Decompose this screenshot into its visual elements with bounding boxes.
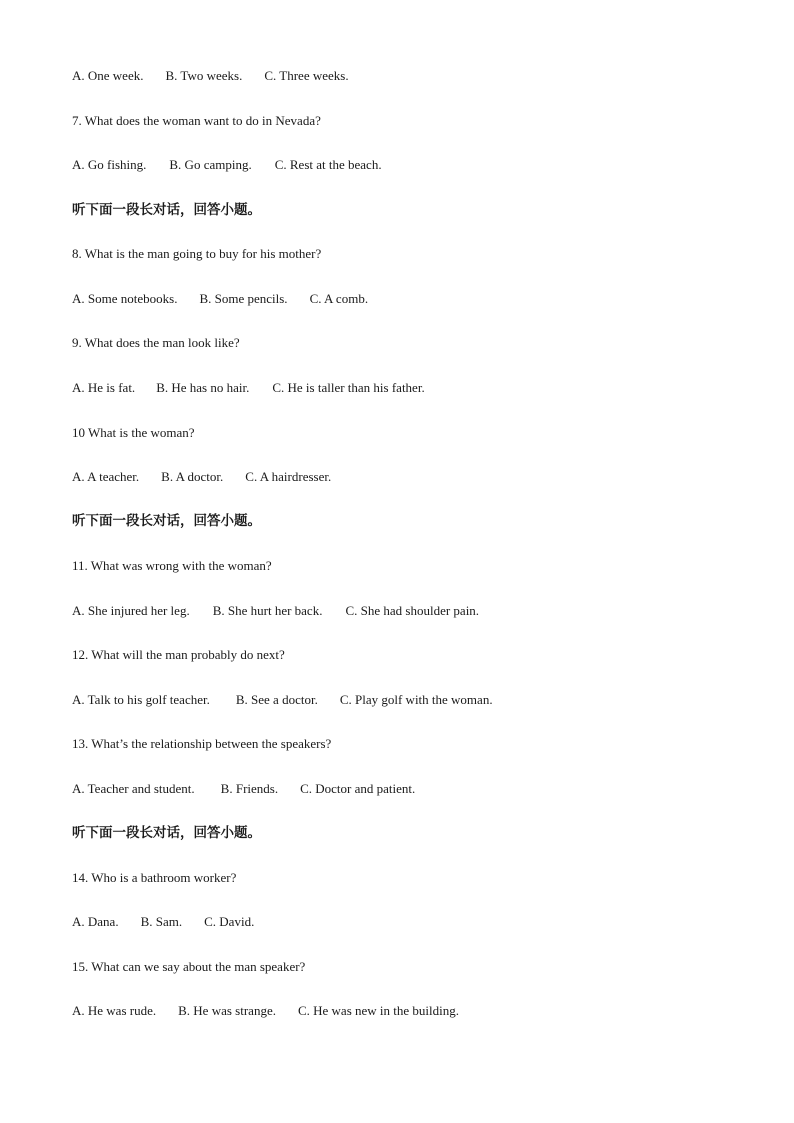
question-10: 10 What is the woman? [72, 425, 195, 440]
section-heading: 听下面一段长对话，回答小题。 [72, 513, 261, 529]
options-row [72, 469, 331, 485]
option-c: C. Play golf with the woman. [339, 692, 493, 707]
option-b: B. She hurt her back. [212, 603, 323, 618]
options-row [72, 157, 382, 173]
option-c: C. A comb. [309, 291, 369, 306]
question-12: 12. What will the man probably do next? [72, 647, 285, 662]
option-b: B. Go camping. [169, 157, 252, 172]
option-c: C. Three weeks. [264, 68, 349, 83]
option-c: C. David. [204, 914, 255, 929]
option-c: C. He was new in the building. [297, 1003, 460, 1018]
option-b: B. Two weeks. [165, 68, 243, 83]
option-b: B. He was strange. [178, 1003, 276, 1018]
option-a: A. Some notebooks. [72, 291, 178, 306]
option-c: C. Doctor and patient. [300, 781, 416, 796]
option-a: A. Teacher and student. [72, 781, 195, 796]
options-row [72, 380, 425, 396]
option-b: B. Some pencils. [199, 291, 288, 306]
option-b: B. Sam. [140, 914, 183, 929]
options-row [72, 781, 415, 797]
options-row [72, 603, 479, 619]
option-a: A. Go fishing. [72, 157, 147, 172]
option-b: B. See a doctor. [235, 692, 318, 707]
option-c: C. A hairdresser. [245, 469, 332, 484]
option-a: A. Talk to his golf teacher. [72, 692, 210, 707]
question-14: 14. Who is a bathroom worker? [72, 870, 237, 885]
option-c: C. She had shoulder pain. [345, 603, 480, 618]
question-9: 9. What does the man look like? [72, 335, 240, 350]
option-b: B. A doctor. [161, 469, 224, 484]
option-a: A. She injured her leg. [72, 603, 190, 618]
option-b: B. He has no hair. [156, 380, 250, 395]
question-11: 11. What was wrong with the woman? [72, 558, 272, 573]
section-heading: 听下面一段长对话，回答小题。 [72, 202, 261, 218]
options-row [72, 291, 368, 307]
question-7: 7. What does the woman want to do in Nevada? [72, 113, 321, 128]
option-a: A. He is fat. [72, 380, 136, 395]
option-c: C. He is taller than his father. [272, 380, 425, 395]
option-b: B. Friends. [220, 781, 279, 796]
options-row [72, 692, 493, 708]
option-c: C. Rest at the beach. [274, 157, 382, 172]
option-a: A. Dana. [72, 914, 119, 929]
question-8: 8. What is the man going to buy for his mother? [72, 246, 322, 261]
section-heading: 听下面一段长对话，回答小题。 [72, 825, 261, 841]
option-a: A. He was rude. [72, 1003, 157, 1018]
options-row [72, 68, 349, 84]
options-row [72, 914, 254, 930]
question-15: 15. What can we say about the man speaker? [72, 959, 306, 974]
option-a: A. A teacher. [72, 469, 140, 484]
option-a: A. One week. [72, 68, 144, 83]
question-13: 13. What’s the relationship between the speakers? [72, 736, 332, 751]
options-row [72, 1003, 459, 1019]
